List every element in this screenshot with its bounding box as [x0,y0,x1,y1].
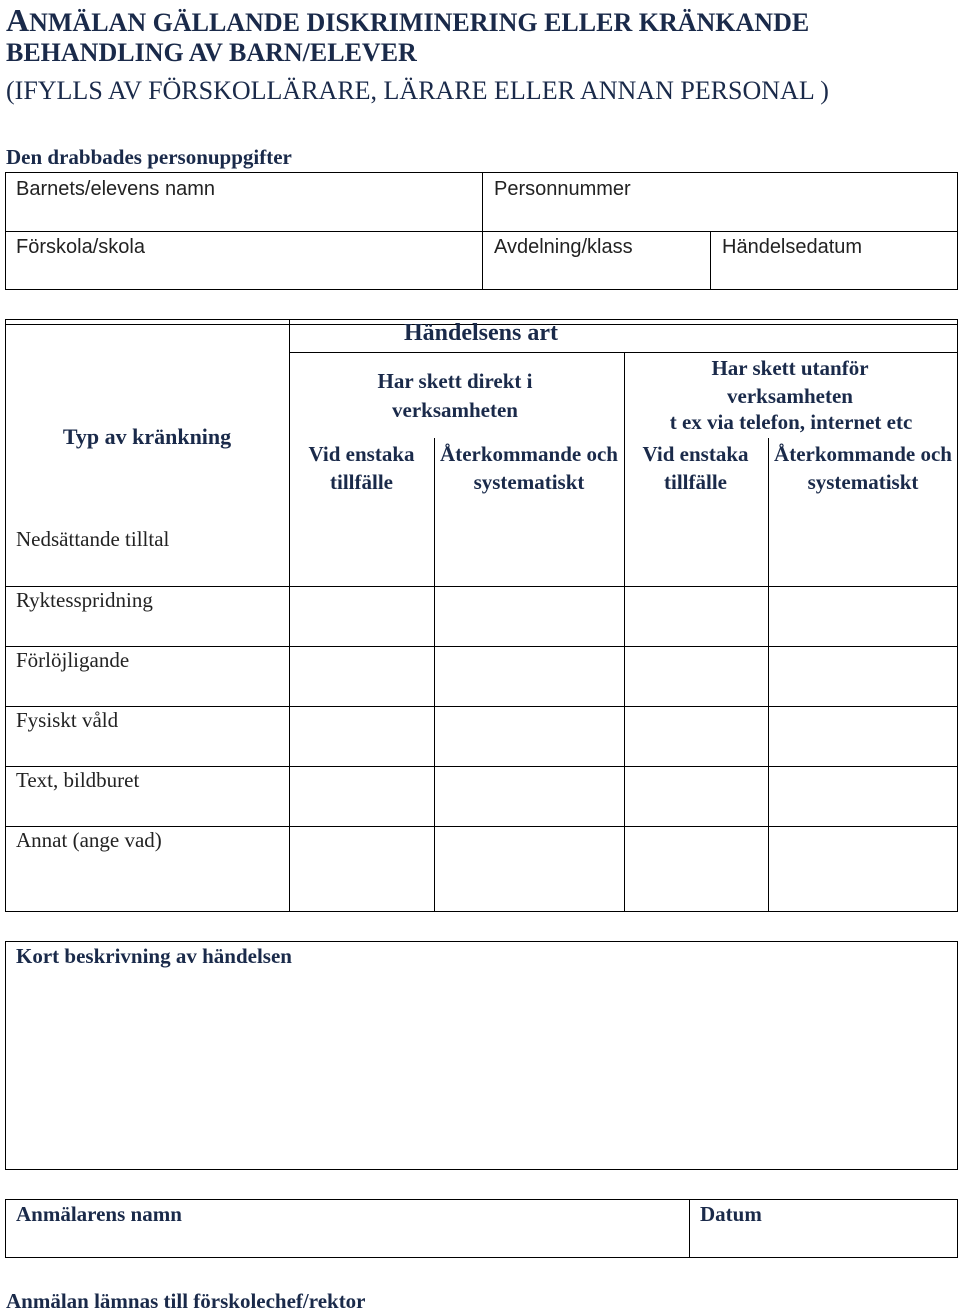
form-title-line-1 [6,2,809,39]
outside-single-occasion-header: Vid enstaka tillfälle [642,442,749,494]
outside-recurring-header: Återkommande och systematiskt [774,442,952,494]
outside-activity-header: Har skett utanför verksamheten [711,356,869,408]
offence-row-label: Fysiskt våld [16,708,119,732]
class-field[interactable]: Avdelning/klass [494,236,633,258]
inside-recurring-header: Återkommande och systematiskt [440,442,618,494]
incident-row-divider-5 [5,826,958,827]
incident-row-divider-1 [5,586,958,587]
incident-col-divider-3 [624,352,625,912]
incident-row-divider-4 [5,766,958,767]
incident-description-label: Kort beskrivning av händelsen [16,944,292,968]
incident-col-divider-1 [289,319,290,912]
form-title-rest: NMÄLAN GÄLLANDE DISKRIMINERING ELLER KRÄNKANDE [29,8,810,37]
form-subtitle: (IFYLLS AV FÖRSKOLLÄRARE, LÄRARE ELLER ANNAN PERSONAL ) [6,76,829,105]
form-title-initial: A [6,2,30,38]
form-title-line-2: BEHANDLING AV BARN/ELEVER [6,38,417,67]
type-of-offence-header: Typ av kränkning [62,424,232,449]
incident-header-divider [289,352,958,353]
offence-row-label: Förlöjligande [16,648,130,672]
incident-col-divider-2 [434,438,435,912]
personal-number-field[interactable]: Personnummer [494,178,631,200]
child-name-field[interactable]: Barnets/elevens namn [16,178,216,200]
offence-row-label: Ryktesspridning [16,588,153,612]
personal-col-divider-2 [710,231,711,290]
personal-col-divider-1 [482,172,483,290]
incident-description-box[interactable] [5,941,958,1170]
offence-row-label: Text, bildburet [16,768,140,792]
incident-date-field[interactable]: Händelsedatum [722,236,863,258]
school-field[interactable]: Förskola/skola [16,236,145,258]
incident-nature-header: Händelsens art [403,320,558,346]
incident-col-divider-4 [768,438,769,912]
inside-activity-header: Har skett direkt i verksamheten [377,369,533,422]
outside-activity-example: t ex via telefon, internet etc [669,410,913,434]
personal-section-heading: Den drabbades personuppgifter [6,145,292,169]
offence-row-label: Nedsättande tilltal [16,527,170,551]
reporter-name-field[interactable]: Anmälarens namn [16,1202,182,1226]
inside-single-occasion-header: Vid enstaka tillfälle [308,442,415,494]
incident-row-divider-2 [5,646,958,647]
report-date-field[interactable]: Datum [700,1202,762,1226]
offence-row-label: Annat (ange vad) [16,828,162,852]
reporter-col-divider [689,1199,690,1258]
submission-instruction: Anmälan lämnas till förskolechef/rektor [6,1289,366,1313]
incident-row-divider-3 [5,706,958,707]
